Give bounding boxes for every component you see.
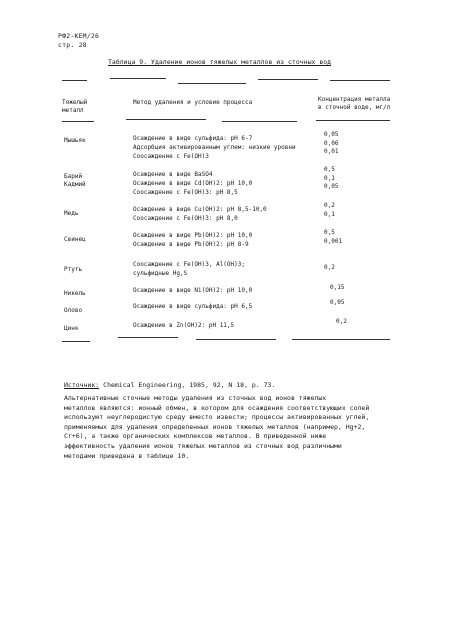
- table-bottom-rule: [292, 339, 390, 340]
- table-cell-metal: Никель: [64, 290, 86, 297]
- table-cell-method: Осаждение в виде Pb(OH)2: рН 10,0 Осаждение в виде Pb(OH)2: рН 8-9: [133, 232, 253, 248]
- column-header-metal: Тяжелый металл: [62, 99, 88, 114]
- page-number: стр. 28: [58, 41, 87, 49]
- table-cell-metal: Свинец: [64, 236, 86, 243]
- table-cell-metal: Цинк: [64, 325, 79, 332]
- table-cell-metal: Олово: [64, 307, 83, 314]
- document-code: РФ2-КЕМ/26: [58, 32, 100, 40]
- table-cell-concentration: 0,05: [330, 299, 345, 306]
- table-cell-concentration: 0,05 0,06 0,01: [324, 131, 339, 155]
- table-cell-concentration: 0,5 0,1 0,05: [324, 166, 339, 190]
- table-cell-metal: Барий Кадмий: [64, 173, 86, 188]
- table-cell-method: Осаждение в виде BaSO4 Осаждение в виде Cd(OH)2: рН 10,0 Соосаждение с Fe(OH)3: рН 8,5: [133, 171, 253, 196]
- table-cell-method: Осаждение в Zn(OH)2: рН 11,5: [133, 322, 235, 329]
- table-cell-metal: Медь: [64, 210, 79, 217]
- table-top-rule: [330, 80, 390, 81]
- column-header-method: Метод удаления и условие процесса: [133, 99, 253, 106]
- source-label: Источник:: [64, 381, 100, 389]
- table-cell-method: Осаждение в виде сульфида: рН 6-7 Адсорбция активированным углем: низкие уровни Соосаждение с Fe(OH)3: [133, 135, 296, 160]
- table-cell-concentration: 0,15: [330, 284, 345, 291]
- table-cell-method: Осаждение в виде Cu(OH)2: рН 8,5-10,0 Соосаждение с Fe(OH)3: рН 8,0: [133, 206, 267, 222]
- table-cell-concentration: 0,5 0,001: [324, 229, 343, 245]
- table-cell-method: Осаждение в виде Ni(OH)2: рН 10,0: [133, 287, 253, 294]
- table-top-rule: [110, 78, 166, 79]
- source-citation: [64, 381, 275, 389]
- table-cell-concentration: 0,2: [336, 318, 347, 325]
- table-cell-method: Осаждение в виде сульфида: рН 6,5: [133, 303, 253, 310]
- header-bottom-rule: [62, 121, 94, 122]
- table-cell-concentration: 0,2: [324, 264, 335, 271]
- body-paragraph: Альтернативные сточные методы удаления из сточных вод ионов тяжелых металлов являются: ионный обмен, в котором для осаждения соответствующих солей используют неуглеродистую среду вместо извести; процессы активированных углей, применяемых для удаления определенных ионов тяжелых металлов (например, Hg+2, Cr+6), а также органических комплексов металлов. В приведенной ниже эффективность удаления ионов тяжелых металлов из сточных вод различными методами приведена в таблице 10.: [64, 394, 370, 460]
- header-bottom-rule: [222, 121, 297, 122]
- table-bottom-rule: [196, 339, 276, 340]
- table-cell-concentration: 0,2 0,1: [324, 202, 335, 218]
- table-cell-metal: Мышьяк: [64, 137, 86, 144]
- table-bottom-rule: [118, 337, 178, 338]
- table-cell-method: Соосаждение с Fe(OH)3, Al(OH)3; сульфидные Hg,S: [133, 261, 245, 277]
- table-cell-metal: Ртуть: [64, 266, 83, 273]
- table-title: Таблица 9. Удаление ионов тяжелых металлов из сточных вод: [108, 58, 332, 66]
- column-header-concentration: Концентрация металла в сточной воде, мг/л: [318, 96, 391, 111]
- table-top-rule: [258, 79, 318, 80]
- table-top-rule: [178, 83, 246, 84]
- table-top-rule: [62, 80, 87, 81]
- table-bottom-rule: [62, 341, 90, 342]
- source-text: Chemical Engineering, 1985, 92, N 18, p. 73.: [103, 381, 276, 389]
- header-bottom-rule: [316, 120, 390, 121]
- header-bottom-rule: [126, 119, 206, 120]
